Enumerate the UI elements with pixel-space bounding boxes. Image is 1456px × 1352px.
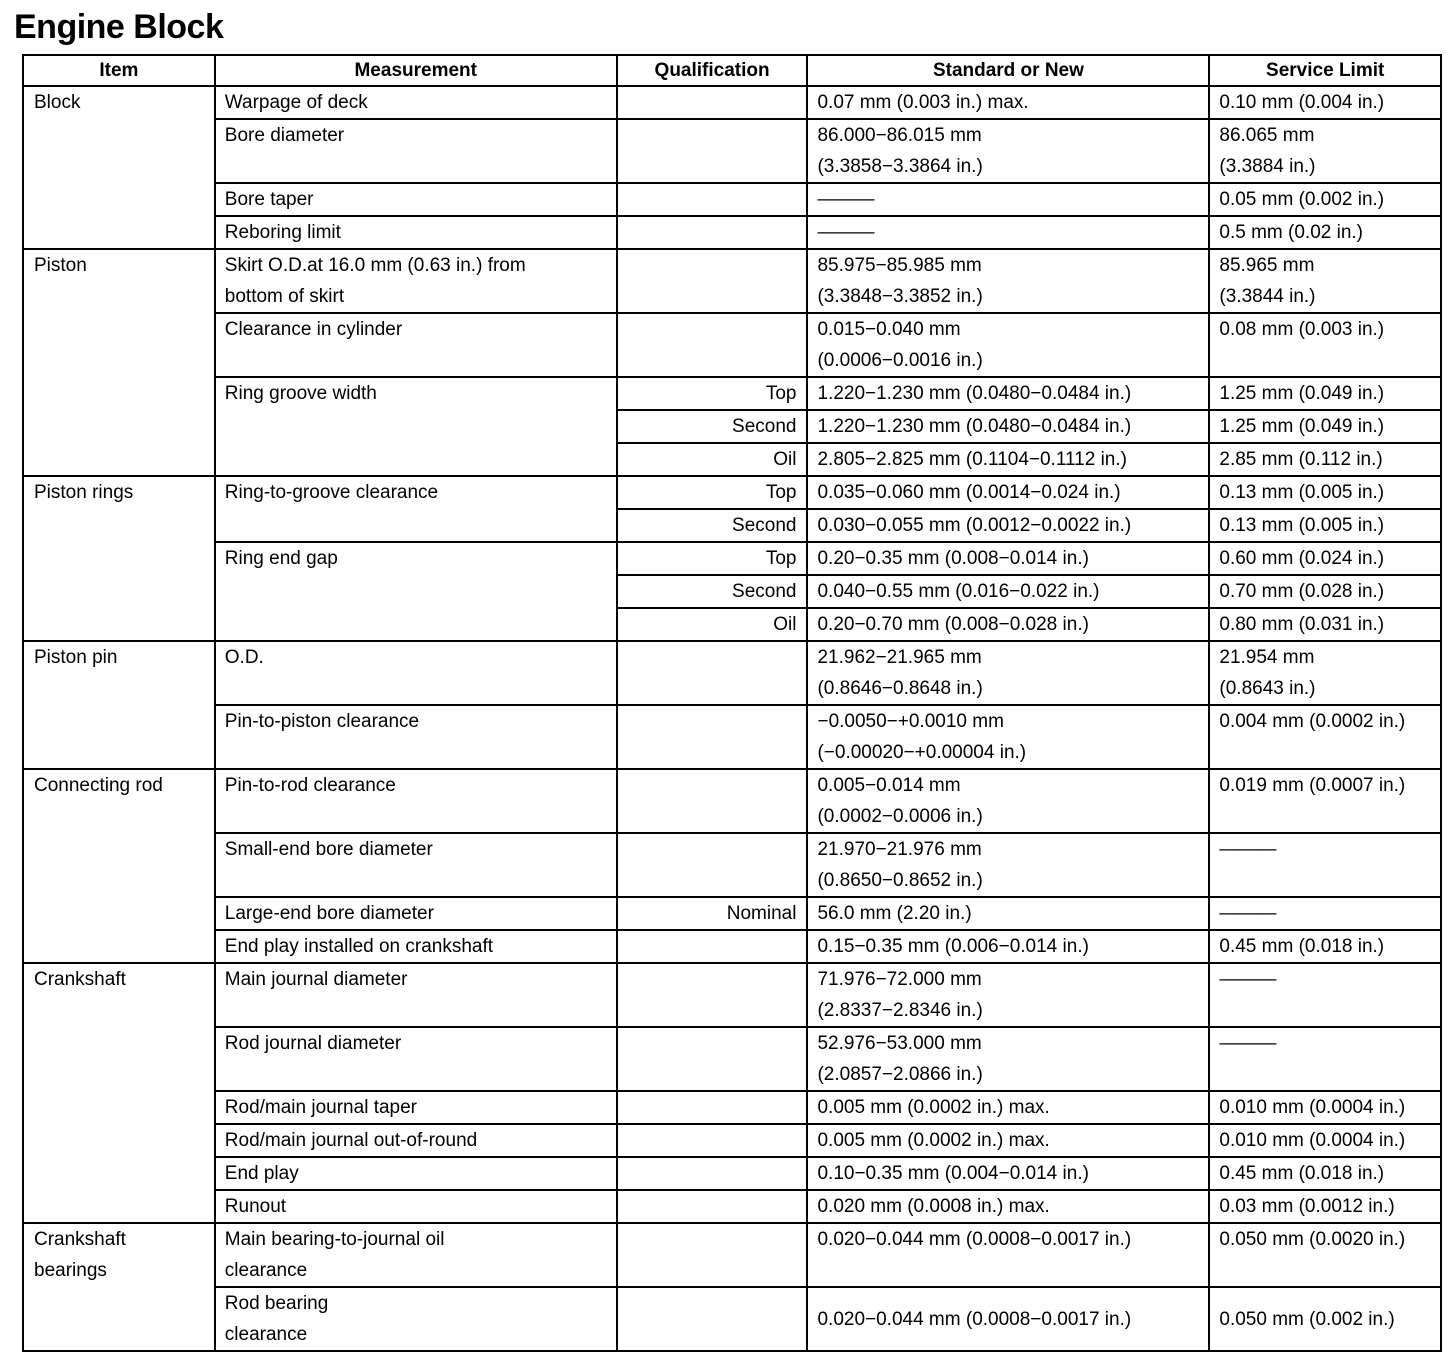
table-row xyxy=(23,1091,1441,1124)
item-cell: Piston rings xyxy=(23,476,215,641)
limit-cell: 0.050 mm (0.002 in.) xyxy=(1209,1287,1441,1351)
qualification-cell: Second xyxy=(617,509,808,542)
table-row xyxy=(23,86,1441,119)
limit-cell: 0.70 mm (0.028 in.) xyxy=(1209,575,1441,608)
item-cell: Piston pin xyxy=(23,641,215,769)
qualification-cell xyxy=(617,1157,808,1190)
table-row xyxy=(23,897,1441,930)
table-row xyxy=(23,1287,1441,1351)
limit-cell: 0.45 mm (0.018 in.) xyxy=(1209,1157,1441,1190)
limit-cell: 0.80 mm (0.031 in.) xyxy=(1209,608,1441,641)
limit-cell: ——— xyxy=(1209,1027,1441,1091)
qualification-cell xyxy=(617,833,808,897)
standard-cell: 0.020−0.044 mm (0.0008−0.0017 in.) xyxy=(807,1287,1209,1351)
measurement-cell: Rod/main journal out-of-round xyxy=(215,1124,617,1157)
table-row xyxy=(23,769,1441,833)
measurement-cell: Main bearing-to-journal oil clearance xyxy=(215,1223,617,1287)
limit-cell: 1.25 mm (0.049 in.) xyxy=(1209,377,1441,410)
measurement-cell: Ring groove width xyxy=(215,377,617,476)
standard-cell: 0.20−0.35 mm (0.008−0.014 in.) xyxy=(807,542,1209,575)
measurement-cell: Bore taper xyxy=(215,183,617,216)
measurement-cell: Skirt O.D.at 16.0 mm (0.63 in.) from bottom of skirt xyxy=(215,249,617,313)
table-row xyxy=(23,833,1441,897)
measurement-cell: Small-end bore diameter xyxy=(215,833,617,897)
qualification-cell xyxy=(617,119,808,183)
measurement-cell: Ring end gap xyxy=(215,542,617,641)
limit-cell: 0.08 mm (0.003 in.) xyxy=(1209,313,1441,377)
limit-cell: 0.13 mm (0.005 in.) xyxy=(1209,476,1441,509)
table-row xyxy=(23,377,1441,410)
qualification-cell xyxy=(617,930,808,963)
table-row xyxy=(23,641,1441,705)
limit-cell: 0.13 mm (0.005 in.) xyxy=(1209,509,1441,542)
limit-cell: 2.85 mm (0.112 in.) xyxy=(1209,443,1441,476)
standard-cell: 0.10−0.35 mm (0.004−0.014 in.) xyxy=(807,1157,1209,1190)
standard-cell: −0.0050−+0.0010 mm (−0.00020−+0.00004 in.) xyxy=(807,705,1209,769)
table-row xyxy=(23,313,1441,377)
limit-cell: 86.065 mm (3.3884 in.) xyxy=(1209,119,1441,183)
table-row xyxy=(23,1027,1441,1091)
qualification-cell xyxy=(617,249,808,313)
limit-cell: 0.050 mm (0.0020 in.) xyxy=(1209,1223,1441,1287)
qualification-cell xyxy=(617,313,808,377)
header-row xyxy=(23,55,1441,86)
measurement-cell: End play xyxy=(215,1157,617,1190)
measurement-cell: Large-end bore diameter xyxy=(215,897,617,930)
limit-cell: 0.004 mm (0.0002 in.) xyxy=(1209,705,1441,769)
qualification-cell xyxy=(617,963,808,1027)
table-row xyxy=(23,119,1441,183)
qualification-cell xyxy=(617,1124,808,1157)
item-cell: Crankshaft xyxy=(23,963,215,1223)
standard-cell: 0.020 mm (0.0008 in.) max. xyxy=(807,1190,1209,1223)
qualification-cell xyxy=(617,1287,808,1351)
limit-cell: 0.010 mm (0.0004 in.) xyxy=(1209,1124,1441,1157)
standard-cell: 0.20−0.70 mm (0.008−0.028 in.) xyxy=(807,608,1209,641)
qualification-cell xyxy=(617,1190,808,1223)
table-row xyxy=(23,1124,1441,1157)
header-standard: Standard or New xyxy=(807,55,1209,86)
qualification-cell xyxy=(617,1223,808,1287)
standard-cell: 1.220−1.230 mm (0.0480−0.0484 in.) xyxy=(807,377,1209,410)
measurement-cell: Warpage of deck xyxy=(215,86,617,119)
qualification-cell: Oil xyxy=(617,443,808,476)
measurement-cell: Ring-to-groove clearance xyxy=(215,476,617,542)
limit-cell: 0.45 mm (0.018 in.) xyxy=(1209,930,1441,963)
limit-cell: 0.60 mm (0.024 in.) xyxy=(1209,542,1441,575)
standard-cell: 0.07 mm (0.003 in.) max. xyxy=(807,86,1209,119)
measurement-cell: O.D. xyxy=(215,641,617,705)
measurement-cell: Pin-to-rod clearance xyxy=(215,769,617,833)
measurement-cell: End play installed on crankshaft xyxy=(215,930,617,963)
standard-cell: 2.805−2.825 mm (0.1104−0.1112 in.) xyxy=(807,443,1209,476)
standard-cell: 0.015−0.040 mm (0.0006−0.0016 in.) xyxy=(807,313,1209,377)
header-item: Item xyxy=(23,55,215,86)
table-row xyxy=(23,963,1441,1027)
table-row xyxy=(23,183,1441,216)
qualification-cell xyxy=(617,1091,808,1124)
limit-cell: 0.5 mm (0.02 in.) xyxy=(1209,216,1441,249)
measurement-cell: Runout xyxy=(215,1190,617,1223)
header-service-limit: Service Limit xyxy=(1209,55,1441,86)
limit-cell: 0.03 mm (0.0012 in.) xyxy=(1209,1190,1441,1223)
measurement-cell: Rod bearing clearance xyxy=(215,1287,617,1351)
limit-cell: ——— xyxy=(1209,963,1441,1027)
qualification-cell: Oil xyxy=(617,608,808,641)
limit-cell: 0.019 mm (0.0007 in.) xyxy=(1209,769,1441,833)
table-row xyxy=(23,1223,1441,1287)
table-row xyxy=(23,930,1441,963)
standard-cell: 21.970−21.976 mm (0.8650−0.8652 in.) xyxy=(807,833,1209,897)
table-row xyxy=(23,705,1441,769)
item-cell: Piston xyxy=(23,249,215,476)
table-row xyxy=(23,1190,1441,1223)
limit-cell: 1.25 mm (0.049 in.) xyxy=(1209,410,1441,443)
qualification-cell xyxy=(617,86,808,119)
standard-cell: 71.976−72.000 mm (2.8337−2.8346 in.) xyxy=(807,963,1209,1027)
standard-cell: ——— xyxy=(807,216,1209,249)
qualification-cell xyxy=(617,769,808,833)
engine-block-spec-table xyxy=(22,54,1442,1352)
measurement-cell: Bore diameter xyxy=(215,119,617,183)
limit-cell: ——— xyxy=(1209,897,1441,930)
qualification-cell: Nominal xyxy=(617,897,808,930)
standard-cell: 0.030−0.055 mm (0.0012−0.0022 in.) xyxy=(807,509,1209,542)
standard-cell: 1.220−1.230 mm (0.0480−0.0484 in.) xyxy=(807,410,1209,443)
limit-cell: 21.954 mm (0.8643 in.) xyxy=(1209,641,1441,705)
limit-cell: 85.965 mm (3.3844 in.) xyxy=(1209,249,1441,313)
qualification-cell: Second xyxy=(617,575,808,608)
standard-cell: 0.020−0.044 mm (0.0008−0.0017 in.) xyxy=(807,1223,1209,1287)
item-cell: Crankshaft bearings xyxy=(23,1223,215,1351)
qualification-cell xyxy=(617,705,808,769)
table-row xyxy=(23,216,1441,249)
standard-cell: 0.035−0.060 mm (0.0014−0.024 in.) xyxy=(807,476,1209,509)
table-row xyxy=(23,476,1441,509)
page-title: Engine Block xyxy=(14,8,224,46)
standard-cell: 56.0 mm (2.20 in.) xyxy=(807,897,1209,930)
measurement-cell: Pin-to-piston clearance xyxy=(215,705,617,769)
qualification-cell xyxy=(617,183,808,216)
qualification-cell: Top xyxy=(617,542,808,575)
measurement-cell: Rod journal diameter xyxy=(215,1027,617,1091)
qualification-cell: Top xyxy=(617,476,808,509)
item-cell: Block xyxy=(23,86,215,249)
standard-cell: ——— xyxy=(807,183,1209,216)
qualification-cell xyxy=(617,641,808,705)
standard-cell: 0.005 mm (0.0002 in.) max. xyxy=(807,1124,1209,1157)
item-cell: Connecting rod xyxy=(23,769,215,963)
qualification-cell xyxy=(617,216,808,249)
standard-cell: 21.962−21.965 mm (0.8646−0.8648 in.) xyxy=(807,641,1209,705)
table-row xyxy=(23,1157,1441,1190)
standard-cell: 0.040−0.55 mm (0.016−0.022 in.) xyxy=(807,575,1209,608)
standard-cell: 0.005−0.014 mm (0.0002−0.0006 in.) xyxy=(807,769,1209,833)
limit-cell: 0.010 mm (0.0004 in.) xyxy=(1209,1091,1441,1124)
qualification-cell: Top xyxy=(617,377,808,410)
standard-cell: 52.976−53.000 mm (2.0857−2.0866 in.) xyxy=(807,1027,1209,1091)
standard-cell: 85.975−85.985 mm (3.3848−3.3852 in.) xyxy=(807,249,1209,313)
measurement-cell: Reboring limit xyxy=(215,216,617,249)
header-qualification: Qualification xyxy=(617,55,808,86)
measurement-cell: Rod/main journal taper xyxy=(215,1091,617,1124)
limit-cell: 0.10 mm (0.004 in.) xyxy=(1209,86,1441,119)
header-measurement: Measurement xyxy=(215,55,617,86)
limit-cell: 0.05 mm (0.002 in.) xyxy=(1209,183,1441,216)
limit-cell: ——— xyxy=(1209,833,1441,897)
qualification-cell: Second xyxy=(617,410,808,443)
measurement-cell: Main journal diameter xyxy=(215,963,617,1027)
measurement-cell: Clearance in cylinder xyxy=(215,313,617,377)
standard-cell: 0.15−0.35 mm (0.006−0.014 in.) xyxy=(807,930,1209,963)
standard-cell: 0.005 mm (0.0002 in.) max. xyxy=(807,1091,1209,1124)
table-row xyxy=(23,249,1441,313)
standard-cell: 86.000−86.015 mm (3.3858−3.3864 in.) xyxy=(807,119,1209,183)
table-row xyxy=(23,542,1441,575)
qualification-cell xyxy=(617,1027,808,1091)
